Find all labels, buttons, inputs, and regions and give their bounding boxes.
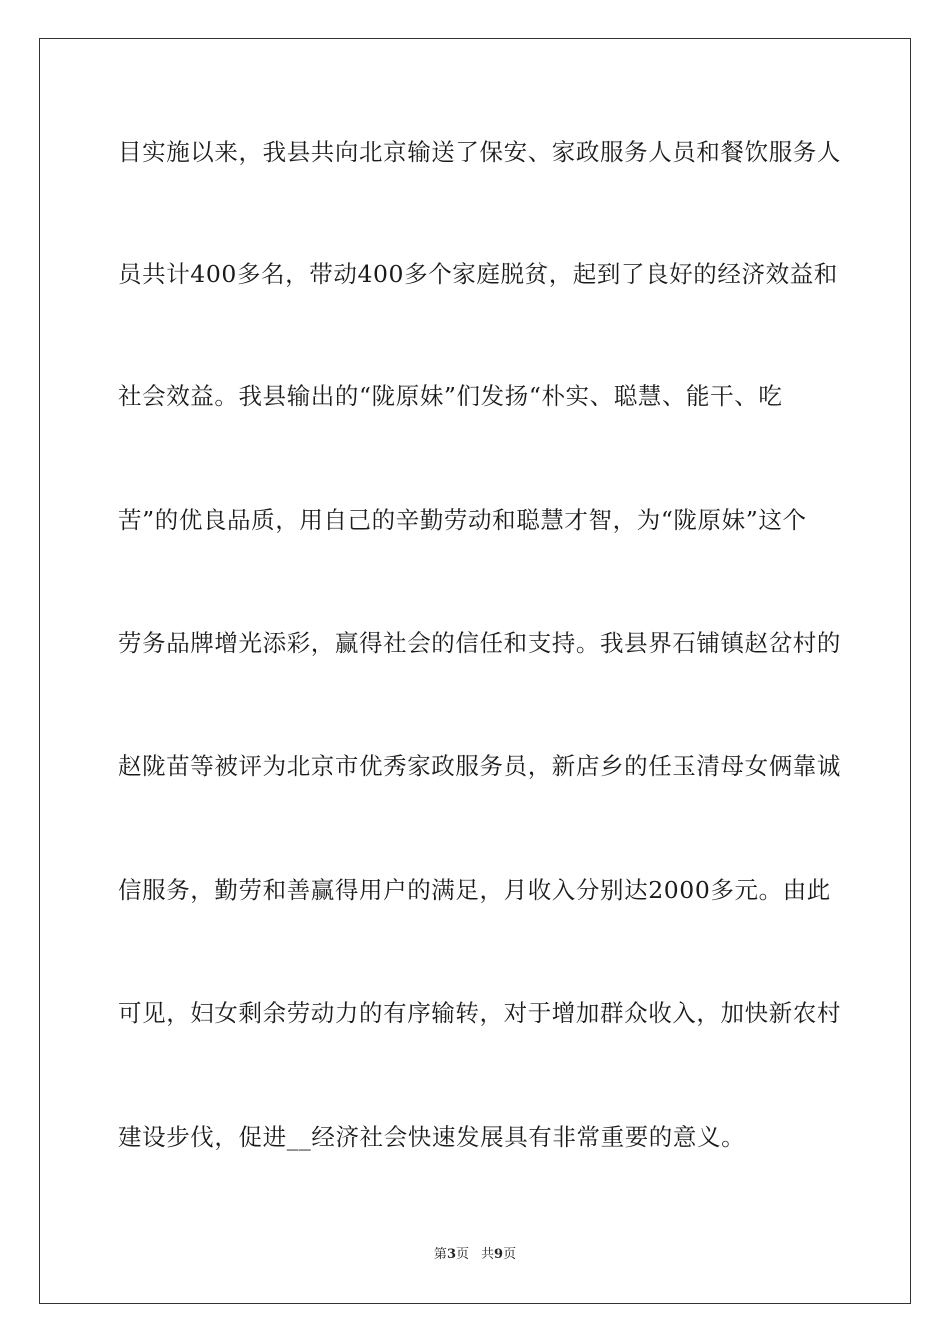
total-pages — [481, 1247, 516, 1262]
page-prefix: 第 — [433, 1247, 447, 1262]
total-prefix: 共 — [481, 1247, 495, 1262]
text-line: 目实施以来，我县共向北京输送了保安、家政服务人员和餐饮服务人 — [118, 138, 841, 166]
text-line: 苦”的优良品质，用自己的辛勤劳动和聪慧才智，为“陇原妹”这个 — [118, 506, 807, 534]
page-number — [434, 1247, 469, 1262]
text-line: 建设步伐，促进__经济社会快速发展具有非常重要的意义。 — [118, 1123, 746, 1151]
current-page: 3 — [446, 1247, 456, 1262]
total-count: 9 — [494, 1247, 504, 1262]
text-line: 信服务，勤劳和善赢得用户的满足，月收入分别达2000多元。由此 — [118, 876, 831, 904]
total-suffix: 页 — [503, 1247, 517, 1262]
text-line: 可见，妇女剩余劳动力的有序输转，对于增加群众收入，加快新农村 — [118, 999, 841, 1027]
page-footer — [0, 1246, 950, 1264]
text-line: 劳务品牌增光添彩，赢得社会的信任和支持。我县界石铺镇赵岔村的 — [118, 629, 841, 657]
text-line: 社会效益。我县输出的“陇原妹”们发扬“朴实、聪慧、能干、吃 — [118, 382, 783, 410]
text-line: 员共计400多名，带动400多个家庭脱贫，起到了良好的经济效益和 — [118, 260, 838, 288]
text-line: 赵陇苗等被评为北京市优秀家政服务员，新店乡的任玉清母女俩靠诚 — [118, 752, 841, 780]
page-suffix: 页 — [455, 1247, 469, 1262]
page-border — [39, 38, 911, 1304]
